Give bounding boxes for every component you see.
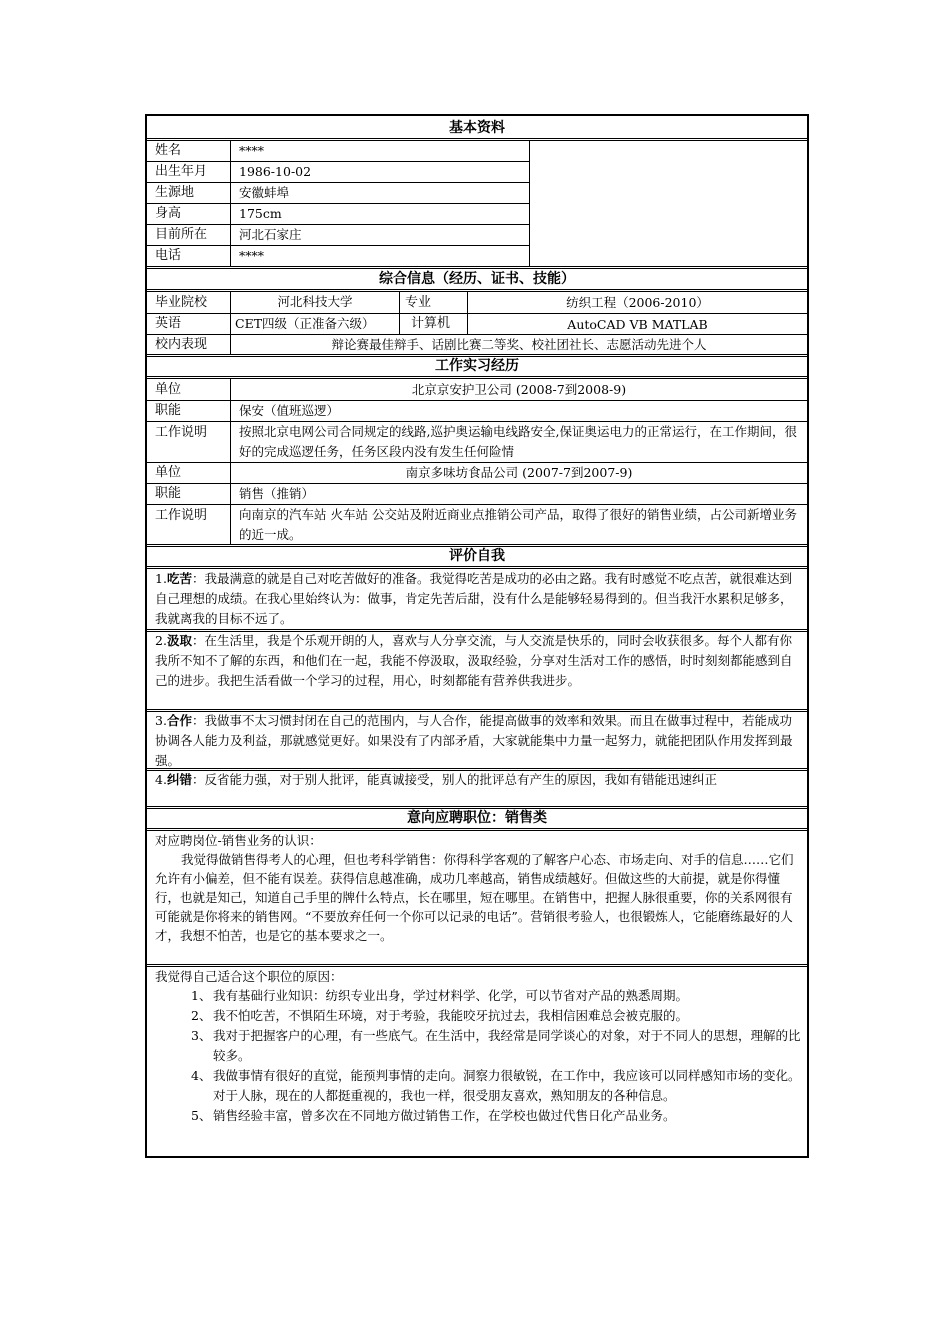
row-divider [147, 203, 529, 204]
divider [147, 354, 807, 357]
intent-reasons [155, 967, 801, 1126]
row-divider [147, 182, 529, 183]
campus-label: 校内表现 [155, 337, 208, 352]
job2-role: 销售（推销） [239, 486, 315, 501]
name-label: 姓名 [155, 143, 182, 158]
major-label: 专业 [405, 295, 432, 310]
divider [147, 266, 807, 269]
job2-desc: 向南京的汽车站 火车站 公交站及附近商业点推销公司产品，取得了很好的销售业绩，占公司新增业务的近一成。 [239, 507, 797, 542]
self-section-title: 评价自我 [449, 548, 505, 564]
job1-unit: 北京京安护卫公司 (2008-7到2008-9) [411, 382, 627, 397]
row-divider [147, 245, 529, 246]
desc-label: 工作说明 [155, 425, 208, 440]
origin-label: 生源地 [155, 185, 195, 200]
origin-value: 安徽蚌埠 [239, 185, 290, 200]
info-section-title: 综合信息（经历、证书、技能） [379, 271, 575, 287]
self-item-4: 4.纠错：反省能力强，对于别人批评，能真诚接受，别人的批评总有产生的原因，我如有错能迅速纠正 [155, 772, 717, 787]
role-label: 职能 [155, 486, 182, 501]
resume-table [145, 114, 809, 1158]
understanding-body: 我觉得做销售得考人的心理，但也考科学销售：你得科学客观的了解客户心态、市场走向、对手的信息……它们允许有小偏差，但不能有误差。获得信息越准确，成功几率越高，销售成绩越好。但做这些的大前提，就是你得懂行，也就是知己，知道自己手里的牌什么特点，长在哪里，短在哪里。在销售中，把握人脉很重要，你的关系网很有可能就是你将来的销售网。“不要放弃任何一个你可以记录的电话”。营销很考验人，也很锻炼人，它能磨练最好的人才，我想不怕苦，也是它的基本要求之一。 [155, 852, 794, 943]
reason-item: 3、 我对于把握客户的心理，有一些底气。在生活中，我经常是同学谈心的对象，对于不同人的思想，理解的比较多。 [191, 1028, 801, 1063]
height-label: 身高 [155, 206, 182, 221]
location-label: 目前所在 [155, 227, 208, 242]
computer-value: AutoCAD VB MATLAB [567, 317, 708, 332]
reasons-heading: 我觉得自己适合这个职位的原因： [155, 969, 343, 984]
height-value: 175cm [239, 206, 282, 221]
self-item-2: 2.汲取：在生活里，我是个乐观开朗的人，喜欢与人分享交流，与人交流是快乐的，同时会收获很多。每个人都有你我所不知不了解的东西，和他们在一起，我能不停汲取，汲取经验，分享对生活对工作的感悟，时时刻刻都能感到自己的进步。我把生活看做一个学习的过程，用心，时刻都能有营养供我进步。 [155, 633, 793, 688]
work-section-title: 工作实习经历 [435, 358, 519, 374]
campus-value: 辩论赛最佳辩手、话剧比赛二等奖、校社团社长、志愿活动先进个人 [331, 337, 707, 352]
divider [147, 544, 807, 547]
intent-section-title: 意向应聘职位：销售类 [407, 810, 547, 826]
job1-role: 保安（值班巡逻） [239, 403, 340, 418]
job1-desc: 按照北京电网公司合同规定的线路,巡护奥运输电线路安全,保证奥运电力的正常运行，在工作期间，很好的完成巡逻任务，任务区段内没有发生任何险情 [239, 424, 797, 459]
reason-item: 2、 我不怕吃苦，不惧陌生环境，对于考验，我能咬牙抗过去，我相信困难总会被克服的。 [191, 1008, 689, 1023]
unit-label: 单位 [155, 465, 182, 480]
phone-label: 电话 [155, 248, 182, 263]
basic-section-title: 基本资料 [449, 120, 505, 136]
name-value: **** [239, 143, 264, 158]
reason-item: 4、 我做事情有很好的直觉，能预判事情的走向。洞察力很敏锐，在工作中，我应该可以同样感知市场的变化。对于人脉，现在的人都挺重视的，我也一样，很受朋友喜欢，熟知朋友的各种信息。 [191, 1068, 801, 1103]
computer-label: 计算机 [411, 316, 451, 331]
photo-box-border [529, 140, 530, 266]
understanding-heading: 对应聘岗位-销售业务的认识： [155, 833, 322, 848]
self-item-3: 3.合作：我做事不太习惯封闭在自己的范围内，与人合作，能提高做事的效率和效果。而且在做事过程中，若能成功协调各人能力及利益，那就感觉更好。如果没有了内部矛盾，大家就能集中力量一起努力，就能把团队作用发挥到最强。 [155, 713, 793, 768]
phone-value: **** [239, 248, 264, 263]
english-value: CET四级（正准备六级） [235, 316, 375, 331]
job2-unit: 南京多味坊食品公司 (2007-7到2007-9) [405, 465, 633, 480]
unit-label: 单位 [155, 382, 182, 397]
reason-item: 5、 销售经验丰富，曾多次在不同地方做过销售工作，在学校也做过代售日化产品业务。 [191, 1108, 676, 1123]
english-label: 英语 [155, 316, 182, 331]
desc-label: 工作说明 [155, 508, 208, 523]
birth-label: 出生年月 [155, 164, 208, 179]
divider [147, 376, 807, 379]
intent-understanding [155, 831, 801, 945]
role-label: 职能 [155, 403, 182, 418]
school-label: 毕业院校 [155, 295, 208, 310]
major-value: 纺织工程（2006-2010） [566, 295, 709, 310]
self-item-1: 1.吃苦：我最满意的就是自己对吃苦做好的准备。我觉得吃苦是成功的必由之路。我有时感觉不吃点苦，就很难达到自己理想的成绩。在我心里始终认为：做事，肯定先苦后甜，没有什么是能够轻易得到的。但当我汗水累积足够多，我就离我的目标不远了。 [155, 571, 793, 626]
birth-value: 1986-10-02 [239, 164, 312, 179]
location-value: 河北石家庄 [239, 227, 302, 242]
divider [147, 806, 807, 809]
school-value: 河北科技大学 [277, 294, 353, 309]
reason-item: 1、 我有基础行业知识：纺织专业出身，学过材料学、化学，可以节省对产品的熟悉周期。 [191, 988, 689, 1003]
